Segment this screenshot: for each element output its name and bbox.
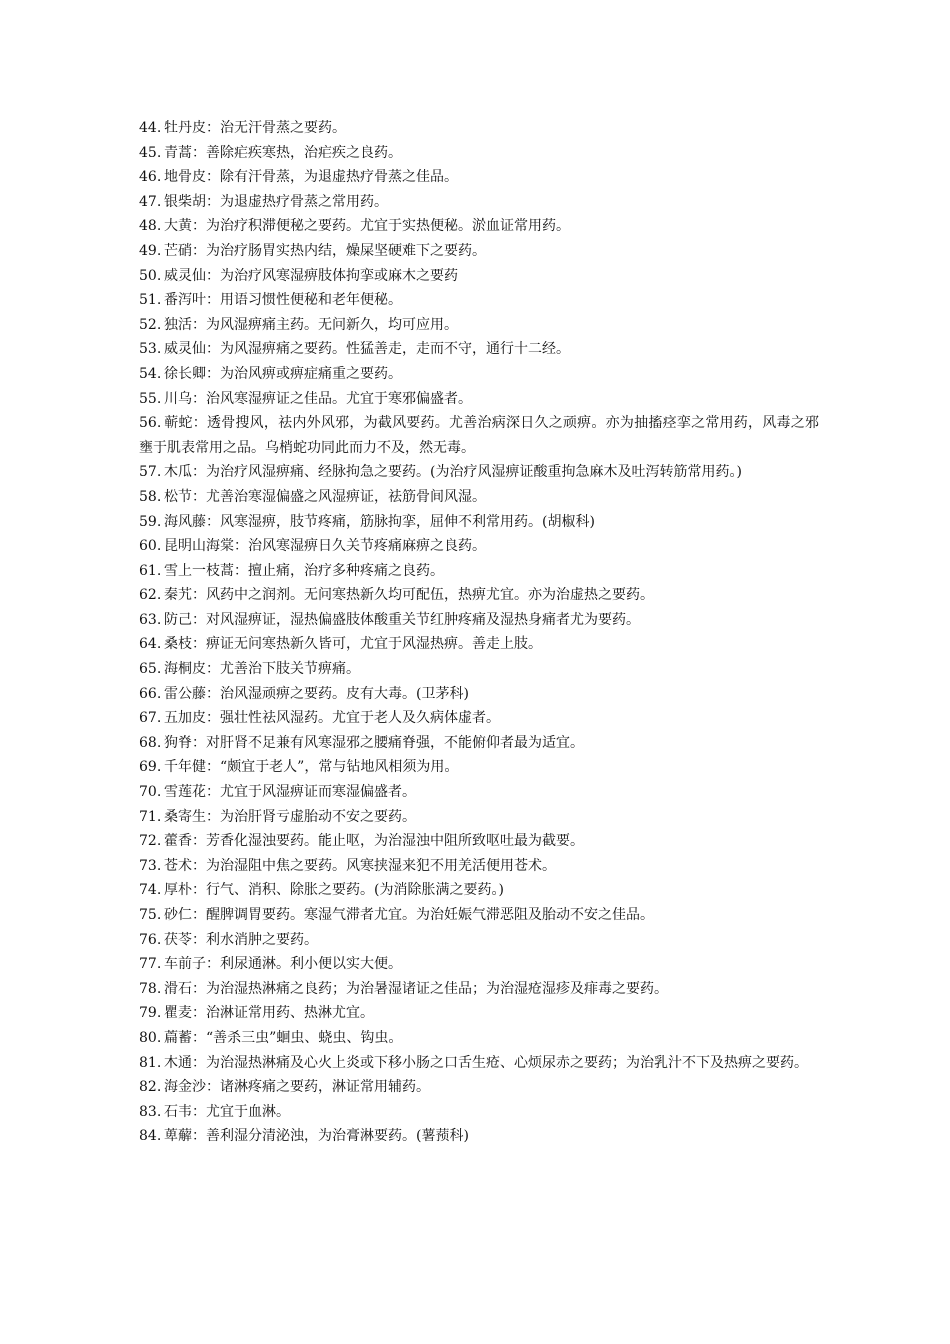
entry-text: 桑枝：痹证无问寒热新久皆可，尤宜于风湿热痹。善走上肢。	[164, 636, 542, 653]
entry-text: 松节：尤善治寒湿偏盛之风湿痹证，祛筋骨间风湿。	[164, 488, 486, 505]
entry-number: 80.	[139, 1029, 162, 1046]
entry-number: 54.	[139, 365, 162, 382]
entry-text: 萆薢：善利湿分清泌浊，为治膏淋要药。(薯蓣科)	[164, 1128, 469, 1145]
entry-text: 藿香：芳香化湿浊要药。能止呕，为治湿浊中阻所致呕吐最为截要。	[164, 833, 584, 850]
entry-number: 73.	[139, 857, 162, 874]
entry-text: 海金沙：诸淋疼痛之要药，淋证常用辅药。	[164, 1079, 430, 1096]
list-item	[139, 1001, 819, 1026]
list-item	[139, 1124, 819, 1149]
list-item	[139, 780, 819, 805]
entry-text: 五加皮：强壮性祛风湿药。尤宜于老人及久病体虚者。	[164, 710, 500, 727]
entry-number: 79.	[139, 1005, 162, 1022]
entry-text: 地骨皮：除有汗骨蒸，为退虚热疗骨蒸之佳品。	[164, 169, 458, 186]
entry-text: 苍术：为治湿阻中焦之要药。风寒挟湿来犯不用羌活便用苍术。	[164, 857, 556, 874]
entry-text: 秦艽：风药中之润剂。无问寒热新久均可配伍，热痹尤宜。亦为治虚热之要药。	[164, 587, 654, 604]
entry-number: 48.	[139, 218, 162, 235]
entry-text: 萹蓄：“善杀三虫”蛔虫、蛲虫、钩虫。	[164, 1029, 403, 1046]
entry-number: 49.	[139, 242, 162, 259]
entry-text: 滑石：为治湿热淋痛之良药；为治暑湿诸证之佳品；为治湿疮湿疹及痱毒之要药。	[164, 980, 668, 997]
entry-number: 62.	[139, 587, 162, 604]
entry-number: 69.	[139, 759, 162, 776]
entry-number: 67.	[139, 710, 162, 727]
list-item	[139, 288, 819, 313]
list-item	[139, 952, 819, 977]
entry-text: 砂仁：醒脾调胃要药。寒湿气滞者尤宜。为治妊娠气滞恶阻及胎动不安之佳品。	[164, 907, 654, 923]
list-item	[139, 362, 819, 387]
entry-number: 60.	[139, 538, 162, 555]
entry-number: 68.	[139, 734, 162, 751]
entry-text: 瞿麦：治淋证常用药、热淋尤宜。	[164, 1005, 374, 1022]
entry-number: 52.	[139, 316, 162, 333]
list-item	[139, 977, 819, 1002]
entry-text: 徐长卿：为治风痹或痹症痛重之要药。	[164, 365, 402, 382]
list-item	[139, 657, 819, 682]
entry-text: 茯苓：利水消肿之要药。	[164, 931, 318, 948]
entry-text: 雷公藤：治风湿顽痹之要药。皮有大毒。(卫茅科)	[164, 685, 469, 702]
entry-text: 昆明山海棠：治风寒湿痹日久关节疼痛麻痹之良药。	[164, 538, 486, 555]
list-item	[139, 116, 819, 141]
list-item	[139, 755, 819, 780]
list-item	[139, 485, 819, 510]
entry-number: 47.	[139, 193, 162, 210]
entry-number: 65.	[139, 661, 162, 678]
entry-text: 大黄：为治疗积滞便秘之要药。尤宜于实热便秘。淤血证常用药。	[164, 218, 570, 235]
entry-text: 狗脊：对肝肾不足兼有风寒湿邪之腰痛脊强，不能俯仰者最为适宜。	[164, 734, 584, 751]
entry-number: 82.	[139, 1079, 162, 1096]
entry-number: 77.	[139, 956, 162, 973]
entry-text: 车前子：利尿通淋。利小便以实大便。	[164, 956, 402, 973]
entry-number: 75.	[139, 907, 162, 923]
entry-text: 银柴胡：为退虚热疗骨蒸之常用药。	[164, 193, 388, 210]
entry-text: 海桐皮：尤善治下肢关节痹痛。	[164, 661, 360, 678]
list-item	[139, 264, 819, 289]
list-item	[139, 214, 819, 239]
list-item	[139, 903, 819, 928]
list-item	[139, 632, 819, 657]
entry-number: 46.	[139, 169, 162, 186]
entry-number: 84.	[139, 1128, 162, 1145]
entry-text: 木通：为治湿热淋痛及心火上炎或下移小肠之口舌生疮、心烦尿赤之要药；为治乳汁不下及热痹之要药。	[164, 1054, 808, 1071]
entry-text: 石韦：尤宜于血淋。	[164, 1103, 290, 1120]
entry-text: 独活：为风湿痹痛主药。无问新久，均可应用。	[164, 316, 458, 333]
list-item	[139, 313, 819, 338]
list-item	[139, 337, 819, 362]
list-item	[139, 829, 819, 854]
entry-number: 59.	[139, 513, 162, 530]
entry-number: 61.	[139, 562, 162, 579]
list-item	[139, 534, 819, 559]
entry-number: 64.	[139, 636, 162, 653]
entry-number: 71.	[139, 808, 162, 825]
list-item	[139, 1100, 819, 1125]
list-item	[139, 854, 819, 879]
entry-number: 57.	[139, 464, 162, 481]
entry-number: 56.	[139, 415, 162, 432]
entry-text: 千年健：“颇宜于老人”，常与钻地风相须为用。	[164, 759, 459, 776]
entry-text: 青蒿：善除疟疾寒热，治疟疾之良药。	[164, 144, 402, 161]
entry-text: 厚朴：行气、消积、除胀之要药。(为消除胀满之要药。)	[164, 882, 504, 899]
entry-number: 76.	[139, 931, 162, 948]
entry-number: 44.	[139, 120, 162, 136]
list-item	[139, 682, 819, 707]
list-item	[139, 928, 819, 953]
list-item	[139, 411, 819, 460]
list-item	[139, 559, 819, 584]
entry-number: 63.	[139, 611, 162, 628]
list-item	[139, 190, 819, 215]
list-item	[139, 878, 819, 903]
entry-number: 53.	[139, 341, 162, 358]
entry-text: 海风藤：风寒湿痹，肢节疼痛，筋脉拘挛，屈伸不利常用药。(胡椒科)	[164, 513, 595, 530]
herb-entry-list	[139, 116, 819, 1149]
entry-text: 蕲蛇：透骨搜风，祛内外风邪，为截风要药。尤善治病深日久之顽痹。亦为抽搐痉挛之常用药，风毒之邪壅于肌表常用之品。乌梢蛇功同此而力不及，然无毒。	[139, 415, 819, 456]
entry-number: 58.	[139, 488, 162, 505]
entry-number: 78.	[139, 980, 162, 997]
list-item	[139, 165, 819, 190]
list-item	[139, 1051, 819, 1076]
list-item	[139, 608, 819, 633]
entry-text: 威灵仙：为治疗风寒湿痹肢体拘挛或麻木之要药	[164, 267, 458, 284]
entry-text: 防己：对风湿痹证，湿热偏盛肢体酸重关节红肿疼痛及湿热身痛者尤为要药。	[164, 611, 640, 628]
list-item	[139, 805, 819, 830]
entry-text: 牡丹皮：治无汗骨蒸之要药。	[164, 120, 346, 136]
list-item	[139, 387, 819, 412]
entry-number: 50.	[139, 267, 162, 284]
entry-text: 威灵仙：为风湿痹痛之要药。性猛善走，走而不守，通行十二经。	[164, 341, 570, 358]
list-item	[139, 731, 819, 756]
entry-number: 45.	[139, 144, 162, 161]
entry-number: 81.	[139, 1054, 162, 1071]
entry-text: 川乌：治风寒湿痹证之佳品。尤宜于寒邪偏盛者。	[164, 390, 472, 407]
entry-number: 70.	[139, 784, 162, 801]
list-item	[139, 1075, 819, 1100]
list-item	[139, 1026, 819, 1051]
list-item	[139, 141, 819, 166]
entry-number: 66.	[139, 685, 162, 702]
entry-text: 木瓜：为治疗风湿痹痛、经脉拘急之要药。(为治疗风湿痹证酸重拘急麻木及吐泻转筋常用药。)	[164, 464, 742, 481]
entry-text: 桑寄生：为治肝肾亏虚胎动不安之要药。	[164, 808, 416, 825]
list-item	[139, 239, 819, 264]
list-item	[139, 510, 819, 535]
entry-text: 芒硝：为治疗肠胃实热内结，燥屎坚硬难下之要药。	[164, 242, 486, 259]
entry-text: 番泻叶：用语习惯性便秘和老年便秘。	[164, 292, 402, 309]
entry-number: 74.	[139, 882, 162, 899]
list-item	[139, 460, 819, 485]
entry-text: 雪莲花：尤宜于风湿痹证而寒湿偏盛者。	[164, 784, 416, 801]
list-item	[139, 706, 819, 731]
entry-number: 83.	[139, 1103, 162, 1120]
list-item	[139, 583, 819, 608]
entry-number: 51.	[139, 292, 162, 309]
entry-number: 72.	[139, 833, 162, 850]
entry-number: 55.	[139, 390, 162, 407]
entry-text: 雪上一枝蒿：擅止痛，治疗多种疼痛之良药。	[164, 562, 444, 579]
